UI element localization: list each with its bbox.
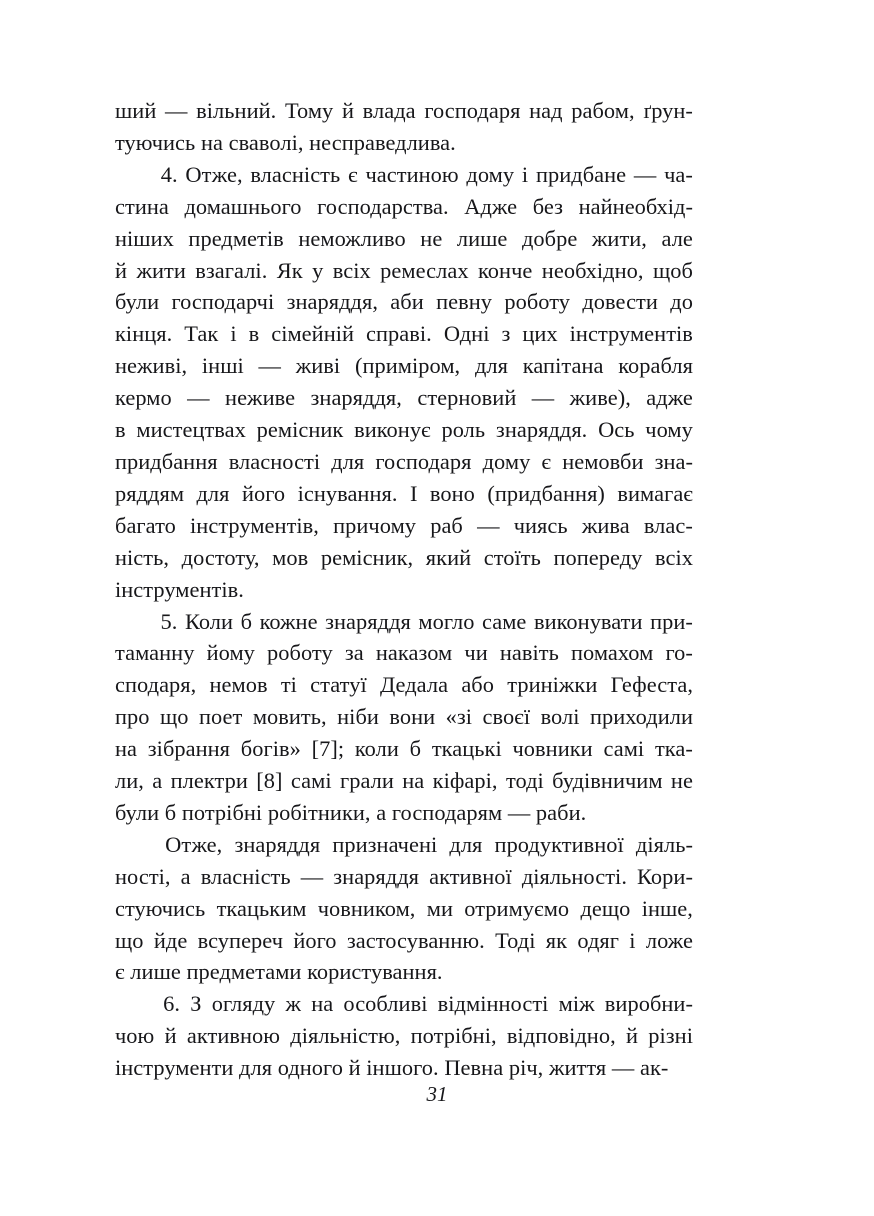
text-line: про що поет мовить, ніби вони «зі своєї волі приходили xyxy=(115,704,693,730)
paragraph xyxy=(115,829,693,989)
text-line: були б потрібні робітники, а господарям — раби. xyxy=(115,799,587,825)
text-line: таманну йому роботу за наказом чи навіть помахом го- xyxy=(115,640,693,666)
text-line: ший — вільний. Тому й влада господаря над рабом, ґрун- xyxy=(115,98,693,123)
text-line: туючись на сваволі, несправедлива. xyxy=(115,129,456,155)
text-line: стина домашнього господарства. Адже без найнеобхід- xyxy=(115,193,693,219)
text-line: кермо — неживе знаряддя, стерновий — живе), адже xyxy=(115,385,693,411)
text-line: Отже, знаряддя призначені для продуктивної діяль- xyxy=(115,829,693,861)
text-line: й жити взагалі. Як у всіх ремеслах конче необхідно, щоб xyxy=(115,257,693,283)
text-line: ли, а плектри [8] самі грали на кіфарі, тоді будівничим не xyxy=(115,768,693,794)
paragraph-indent xyxy=(115,829,153,861)
text-line: кінця. Так і в сімейній справі. Одні з цих інструментів xyxy=(115,321,693,347)
paragraph-indent xyxy=(115,159,153,191)
text-line: інструментів. xyxy=(115,576,244,602)
text-line: в мистецтвах ремісник виконує роль знаряддя. Ось чому xyxy=(115,417,693,443)
text-line: що йде всупереч його застосуванню. Тоді як одяг і ложе xyxy=(115,927,693,953)
paragraph-indent xyxy=(115,606,153,638)
paragraph xyxy=(115,159,693,606)
paragraph xyxy=(115,606,693,829)
text-line: багато інструментів, причому раб — чиясь жива влас- xyxy=(115,512,693,538)
text-line: ність, достоту, мов ремісник, який стоїть попереду всіх xyxy=(115,544,693,570)
text-line: інструменти для одного й іншого. Певна річ, життя — ак- xyxy=(115,1055,669,1081)
text-line: ності, а власність — знаряддя активної діяльності. Кори- xyxy=(115,863,693,889)
text-line: є лише предметами користування. xyxy=(115,959,443,985)
text-line: чою й активною діяльністю, потрібні, відповідно, й різні xyxy=(115,1023,693,1049)
text-line: на зібрання богів» [7]; коли б ткацькі човники самі тка- xyxy=(115,736,693,762)
text-line: придбання власності для господаря дому є немовби зна- xyxy=(115,448,693,474)
paragraph-indent xyxy=(115,988,153,1020)
text-line: ряддям для його існування. І воно (придбання) вимагає xyxy=(115,480,693,506)
text-line: 5. Коли б кожне знаряддя могло саме виконувати при- xyxy=(115,606,693,638)
paragraph xyxy=(115,988,693,1084)
text-line: стуючись ткацьким човником, ми отримуємо дещо інше, xyxy=(115,895,693,921)
text-line: неживі, інші — живі (приміром, для капітана корабля xyxy=(115,353,693,379)
text-line: 6. З огляду ж на особливі відмінності між виробни- xyxy=(115,988,693,1020)
text-line: були господарчі знаряддя, аби певну роботу довести до xyxy=(115,289,693,315)
paragraph xyxy=(115,95,693,159)
text-line: 4. Отже, власність є частиною дому і придбане — ча- xyxy=(115,159,693,191)
page-text-block xyxy=(115,95,693,1084)
text-line: сподаря, немов ті статуї Дедала або триніжки Гефеста, xyxy=(115,672,693,698)
page-number: 31 xyxy=(426,1082,448,1106)
text-line: ніших предметів неможливо не лише добре жити, але xyxy=(115,225,693,251)
